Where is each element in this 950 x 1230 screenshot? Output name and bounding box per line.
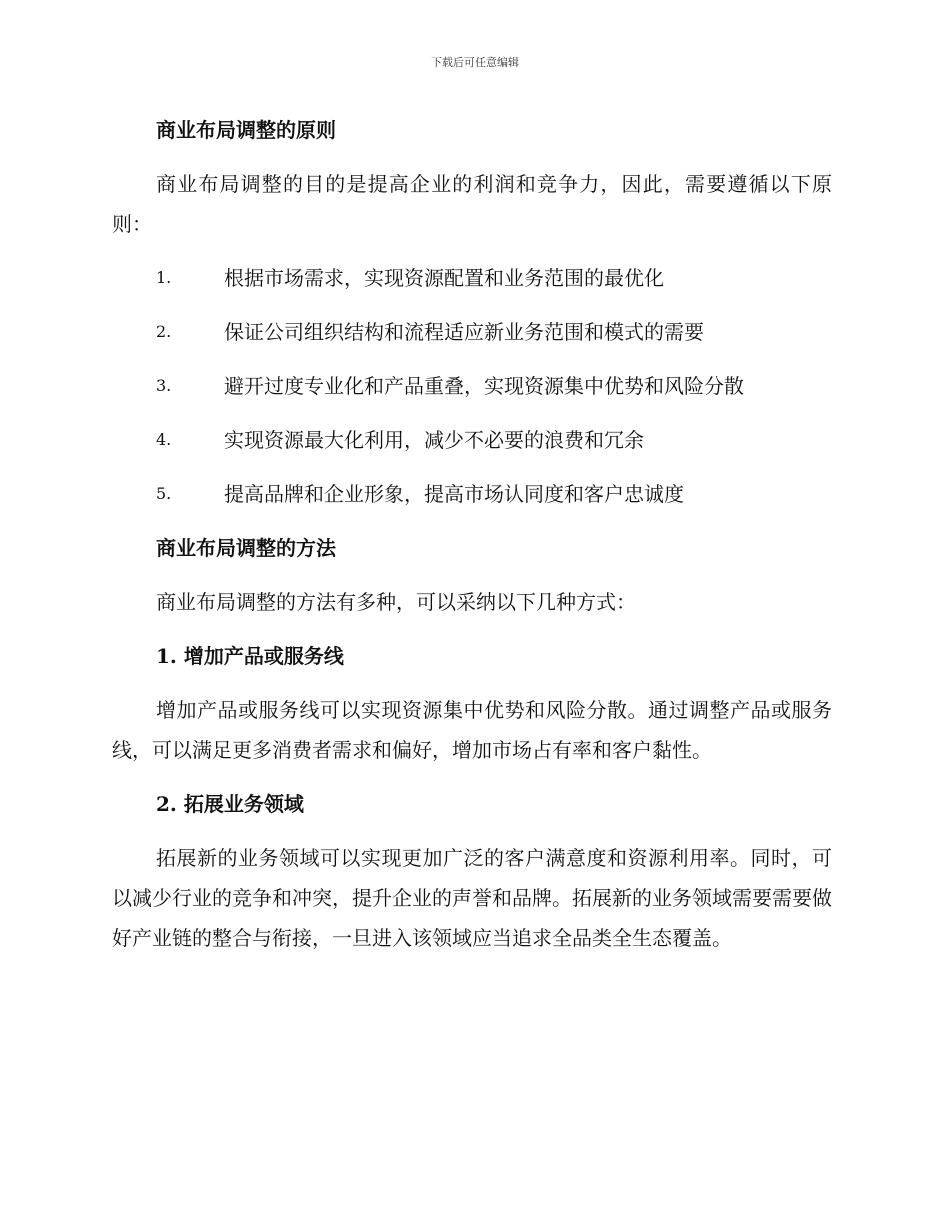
list-text: 避开过度专业化和产品重叠，实现资源集中优势和风险分散 xyxy=(224,374,744,398)
list-text: 实现资源最大化利用，减少不必要的浪费和冗余 xyxy=(224,428,644,452)
list-number: 4. xyxy=(156,430,172,449)
list-text: 提高品牌和企业形象，提高市场认同度和客户忠诚度 xyxy=(224,482,684,506)
method1-paragraph: 增加产品或服务线可以实现资源集中优势和风险分散。通过调整产品或服务线，可以满足更多消费者需求和偏好，增加市场占有率和客户黏性。 xyxy=(112,698,832,762)
list-item xyxy=(112,474,832,514)
document-body xyxy=(112,110,832,972)
principles-heading: 商业布局调整的原则 xyxy=(156,118,336,142)
list-item xyxy=(112,312,832,352)
header-note: 下载后可任意编辑 xyxy=(431,56,519,69)
method2-paragraph: 拓展新的业务领域可以实现更加广泛的客户满意度和资源利用率。同时，可以减少行业的竞争和冲突，提升企业的声誉和品牌。拓展新的业务领域需要需要做好产业链的整合与衔接，一旦进入该领域应当追求全品类全生态覆盖。 xyxy=(112,846,832,950)
list-item xyxy=(112,366,832,406)
list-text: 保证公司组织结构和流程适应新业务范围和模式的需要 xyxy=(224,320,704,344)
list-text: 根据市场需求，实现资源配置和业务范围的最优化 xyxy=(224,266,664,290)
list-number: 2. xyxy=(156,322,172,341)
list-item xyxy=(112,258,832,298)
method1-heading: 1. 增加产品或服务线 xyxy=(156,644,344,668)
list-number: 3. xyxy=(156,376,172,395)
list-item xyxy=(112,420,832,460)
principles-list xyxy=(112,258,832,514)
principles-intro: 商业布局调整的目的是提高企业的利润和竞争力，因此，需要遵循以下原则： xyxy=(112,172,832,236)
method2-heading: 2. 拓展业务领域 xyxy=(156,792,304,816)
methods-intro: 商业布局调整的方法有多种，可以采纳以下几种方式： xyxy=(156,590,636,614)
list-number: 1. xyxy=(156,268,172,287)
methods-heading: 商业布局调整的方法 xyxy=(156,536,336,560)
list-number: 5. xyxy=(156,484,172,503)
